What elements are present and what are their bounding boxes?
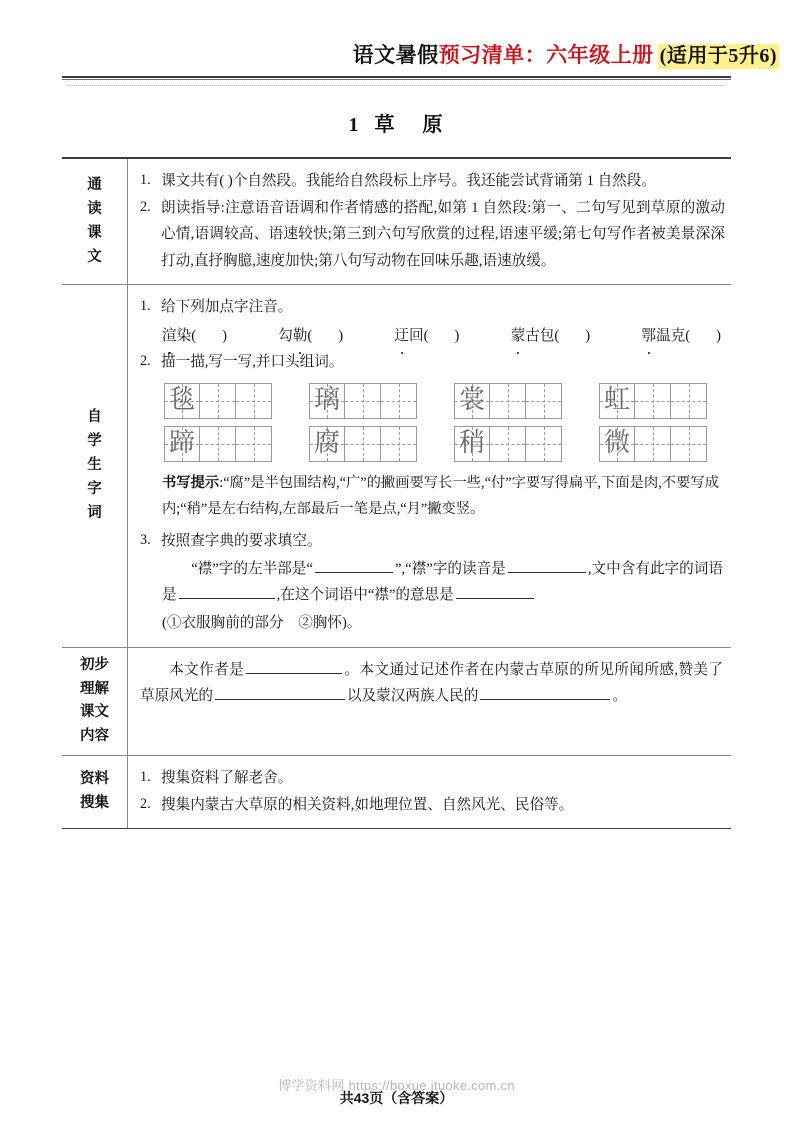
tianzige-cell	[164, 426, 200, 462]
site-watermark: 博学资料网 https://boxue.ituoke.com.cn	[278, 1078, 515, 1093]
tianzige-set	[454, 426, 562, 462]
item-number: 2.	[140, 795, 151, 812]
item-number: 3.	[140, 532, 151, 549]
tianzige-cell	[599, 383, 635, 419]
row-label-char: 自	[87, 409, 102, 426]
dictionary-fill-blank-paragraph	[140, 555, 725, 609]
writing-tips	[140, 462, 725, 524]
emphasis-dot-char: 蒙	[511, 323, 526, 350]
answer-paren: ( )	[423, 327, 460, 344]
tianzige-set	[309, 426, 417, 462]
writing-tips-text: :“腐”是半包围结构,“广”的撇画要写长一些,“付”字要写得扁平,下面是肉,不要写成内;“稍”是左右结构,左部最后一笔是点,“月”撇变竖。	[162, 474, 720, 517]
practice-char: 蹄	[168, 428, 195, 459]
practice-char: 毯	[168, 385, 195, 416]
row-label-read-text	[62, 159, 128, 284]
dict-segment-4: ,在这个词语中“襟”的意思是	[276, 587, 454, 604]
practice-char: 微	[603, 428, 630, 459]
understanding-fill-blank-paragraph	[140, 657, 725, 710]
pinyin-word	[394, 323, 459, 350]
row-label-self-study-chars	[62, 285, 128, 646]
header-title-black: 语文暑假	[352, 43, 439, 67]
tianzige-cell[interactable]	[381, 426, 417, 462]
tianzige-cell	[454, 383, 490, 419]
tianzige-set	[599, 426, 707, 462]
row-label-char: 课文	[80, 704, 109, 721]
character-grid-row-2	[140, 419, 725, 462]
answer-blank-2[interactable]	[508, 558, 586, 573]
answer-blank-3[interactable]	[179, 584, 275, 599]
tianzige-cell	[454, 426, 490, 462]
tianzige-cell[interactable]	[671, 383, 707, 419]
lesson-number: 1	[348, 114, 361, 137]
tianzige-set	[309, 383, 417, 419]
item-number: 2.	[140, 353, 151, 370]
list-item	[140, 168, 725, 195]
row-body-read-text	[128, 159, 731, 284]
emphasis-dot-char: 鄂	[641, 323, 656, 350]
row-label-initial-understanding	[62, 648, 128, 756]
tianzige-set	[599, 383, 707, 419]
list-item	[140, 294, 725, 321]
row-label-char: 词	[87, 504, 102, 521]
answer-paren: ( )	[307, 327, 344, 344]
tianzige-cell	[164, 383, 200, 419]
answer-blank-author[interactable]	[246, 658, 342, 673]
tianzige-cell[interactable]	[236, 383, 272, 419]
item-number: 2.	[140, 198, 151, 215]
answer-paren: ( )	[191, 327, 227, 344]
tianzige-cell[interactable]	[490, 426, 526, 462]
tianzige-cell[interactable]	[635, 426, 671, 462]
character-grid-row-1	[140, 376, 725, 419]
page-count-note: 共43页（含答案）	[339, 1090, 454, 1106]
tianzige-cell[interactable]	[345, 383, 381, 419]
page-footer	[0, 1088, 793, 1108]
tianzige-cell[interactable]	[236, 426, 272, 462]
row-label-char: 搜集	[80, 795, 109, 812]
header-title-red: 预习清单：六年级上册	[438, 43, 654, 67]
tianzige-set	[164, 426, 272, 462]
item-number: 1.	[140, 769, 151, 786]
tianzige-cell	[309, 426, 345, 462]
table-row-read-text	[62, 159, 731, 285]
row-label-char: 课	[87, 224, 102, 241]
understanding-segment-4: 。	[612, 688, 627, 705]
tianzige-cell	[599, 426, 635, 462]
answer-blank-4[interactable]	[456, 584, 534, 599]
row-label-char: 生	[87, 456, 102, 473]
tianzige-cell[interactable]	[200, 383, 236, 419]
practice-char: 稍	[458, 428, 485, 459]
row-label-char: 读	[87, 200, 102, 217]
row-label-char: 初步	[80, 656, 109, 673]
dictionary-options: (①衣服胸前的部分 ②胸怀)。	[162, 615, 362, 632]
item-text: 按照查字典的要求填空。	[161, 533, 322, 550]
answer-paren: ( )	[685, 327, 721, 344]
list-item	[140, 765, 725, 792]
understanding-segment-3: 以及蒙汉两族人民的	[346, 688, 479, 705]
lesson-title-char-2: 原	[422, 114, 445, 137]
word-post: 温克	[656, 327, 686, 344]
answer-blank-1[interactable]	[315, 558, 393, 573]
tianzige-cell[interactable]	[635, 383, 671, 419]
tianzige-cell[interactable]	[526, 383, 562, 419]
tianzige-cell[interactable]	[200, 426, 236, 462]
tianzige-set	[164, 383, 272, 419]
pinyin-word	[511, 323, 591, 350]
list-item	[140, 349, 725, 376]
practice-char: 璃	[313, 385, 340, 416]
writing-tips-label: 书写提示	[162, 474, 220, 491]
header-divider-double	[62, 76, 731, 80]
word-pre: 勾	[278, 327, 293, 344]
pinyin-word	[162, 323, 227, 350]
tianzige-cell[interactable]	[526, 426, 562, 462]
answer-blank-people[interactable]	[480, 685, 610, 700]
pinyin-word	[641, 323, 721, 350]
understanding-segment-2: 。本文通过记述作者在内蒙古草原的所见所闻所感,赞美了草原风光的	[140, 661, 723, 705]
row-label-char: 学	[87, 433, 102, 450]
header-divider-dotted	[68, 85, 725, 86]
row-label-char: 通	[87, 176, 102, 193]
row-label-char: 理解	[80, 680, 109, 697]
row-label-char: 内容	[80, 728, 109, 745]
list-item	[140, 195, 725, 275]
list-item	[140, 792, 725, 819]
item-text: 搜集内蒙古大草原的相关资料,如地理位置、自然风光、民俗等。	[161, 796, 574, 813]
row-label-char: 字	[87, 480, 102, 497]
item-text: 搜集资料了解老舍。	[161, 770, 293, 787]
header-highlight-badge: (适用于5升6)	[659, 45, 777, 67]
table-row-initial-understanding	[62, 648, 731, 757]
item-text: 给下列加点字注音。	[161, 299, 293, 316]
tianzige-set	[454, 383, 562, 419]
table-row-self-study-chars	[62, 285, 731, 647]
tianzige-cell[interactable]	[381, 383, 417, 419]
item-text: 描一描,写一写,并口头组词。	[161, 354, 344, 371]
tianzige-cell[interactable]	[671, 426, 707, 462]
item-text: 朗读指导:注意语音语调和作者情感的搭配,如第 1 自然段:第一、二句写见到草原的激动心情,语调较高、语速较快;第三到六句写欣赏的过程,语速平缓;第七句写作者被美景深深打动,直抒胸臆,速度加快;第八句写动物在回味乐趣,语速放缓。	[161, 199, 725, 269]
table-row-material-collection	[62, 756, 731, 828]
item-number: 1.	[140, 298, 151, 315]
word-post: 古包	[525, 327, 555, 344]
item-number: 1.	[140, 172, 151, 189]
item-text: 课文共有( )个自然段。我能给自然段标上序号。我还能尝试背诵第 1 自然段。	[161, 173, 656, 190]
row-label-char: 资料	[80, 771, 109, 788]
answer-blank-scenery[interactable]	[215, 685, 345, 700]
emphasis-dot-char: 勒	[293, 323, 308, 350]
dict-segment-3: ,文中含有此字的词语是	[162, 560, 724, 604]
lesson-title	[0, 108, 793, 137]
row-body-self-study-chars	[128, 285, 731, 646]
understanding-segment-1: 本文作者是	[169, 661, 245, 678]
practice-char: 腐	[313, 428, 340, 459]
practice-char: 裳	[458, 385, 485, 416]
word-post: 回	[409, 327, 424, 344]
tianzige-cell[interactable]	[490, 383, 526, 419]
dict-segment-1: “襟”字的左半部是“	[191, 560, 313, 577]
row-body-initial-understanding	[128, 648, 731, 756]
list-item	[140, 528, 725, 555]
lesson-title-char-1: 草	[374, 114, 397, 137]
emphasis-dot-char: 渲	[162, 323, 177, 350]
page-header	[0, 0, 793, 67]
header-title	[353, 44, 779, 67]
pinyin-word	[278, 323, 343, 350]
answer-paren: ( )	[554, 327, 591, 344]
row-label-char: 文	[87, 248, 102, 265]
tianzige-cell[interactable]	[345, 426, 381, 462]
pinyin-exercise-row	[140, 321, 725, 350]
practice-char: 虹	[603, 385, 630, 416]
row-body-material-collection	[128, 756, 731, 828]
row-label-material-collection	[62, 756, 128, 828]
tianzige-cell	[309, 383, 345, 419]
dict-segment-2: ”,“襟”字的读音是	[394, 560, 506, 577]
emphasis-dot-char: 迂	[394, 323, 409, 350]
word-post: 染	[176, 327, 192, 344]
worksheet-table	[62, 157, 731, 829]
